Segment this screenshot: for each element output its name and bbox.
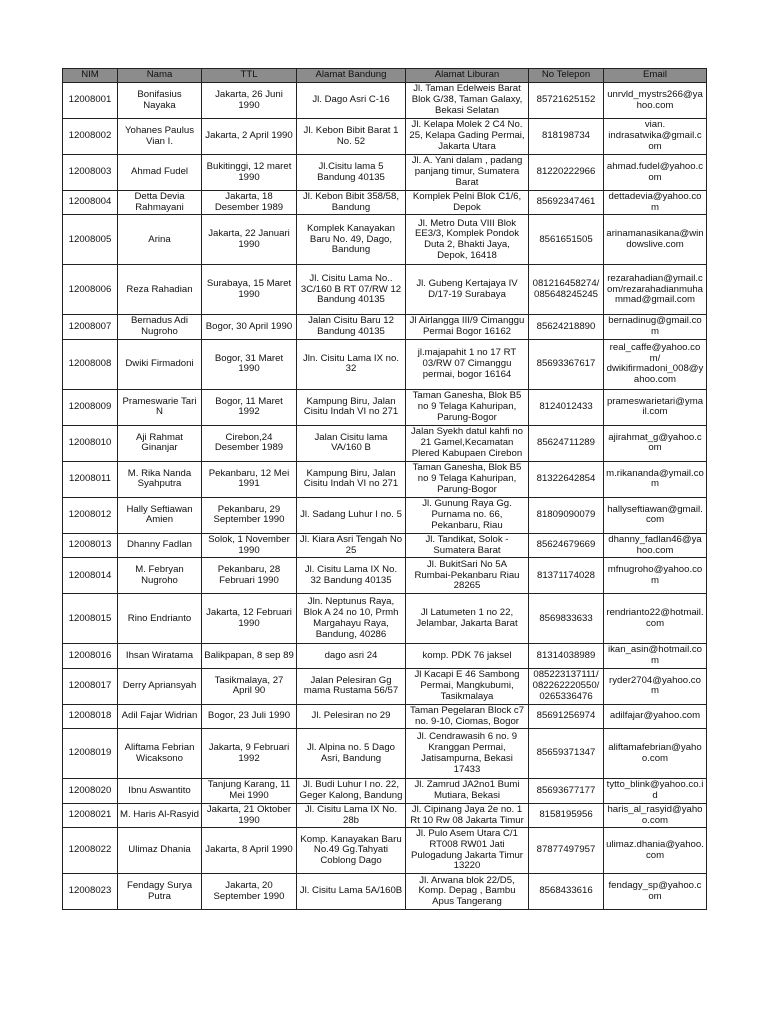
alamat-bandung-cell: Komplek Kanayakan Baru No. 49, Dago, Bandung — [297, 215, 406, 265]
nama-cell: Bonifasius Nayaka — [118, 83, 202, 119]
nama-cell: Aliftama Febrian Wicaksono — [118, 729, 202, 779]
no-telepon-cell: 81220222966 — [529, 155, 604, 191]
alamat-bandung-cell: Jl. Kebon Bibit Barat 1 No. 52 — [297, 119, 406, 155]
email-cell: m.rikananda@ymail.com — [604, 461, 707, 497]
student-table — [62, 68, 707, 910]
alamat-bandung-cell: Jl. Kebon Bibit 358/58, Bandung — [297, 191, 406, 215]
alamat-bandung-cell: Jl. Cisitu Lama No.. 3C/160 B RT 07/RW 12 Bandung 40135 — [297, 265, 406, 315]
alamat-bandung-cell: Jl. Cisitu Lama 5A/160B — [297, 874, 406, 910]
table-row — [63, 425, 707, 461]
email-cell: rezarahadian@ymail.com/rezarahadianmuhammad@gmail.com — [604, 265, 707, 315]
table-row — [63, 389, 707, 425]
nama-cell: M. Febryan Nugroho — [118, 558, 202, 594]
nim-cell: 12008003 — [63, 155, 118, 191]
ttl-cell: Pekanbaru, 29 September 1990 — [202, 497, 297, 533]
header-ttl: TTL — [202, 69, 297, 83]
alamat-liburan-cell: Jalan Syekh datul kahfi no 21 Gamel,Kecamatan Plered Kabupaen Cirebon — [406, 425, 529, 461]
alamat-liburan-cell: Jl. Kelapa Molek 2 C4 No. 25, Kelapa Gading Permai, Jakarta Utara — [406, 119, 529, 155]
no-telepon-cell: 85624711289 — [529, 425, 604, 461]
nama-cell: Yohanes Paulus Vian I. — [118, 119, 202, 155]
alamat-liburan-cell: Jl Kacapi E 46 Sambong Permai, Mangkubumi, Tasikmalaya — [406, 668, 529, 704]
alamat-bandung-cell: Jln. Neptunus Raya, Blok A 24 no 10, Prmh Margahayu Raya, Bandung, 40286 — [297, 594, 406, 644]
ttl-cell: Solok, 1 November 1990 — [202, 533, 297, 557]
nama-cell: Fendagy Surya Putra — [118, 874, 202, 910]
ttl-cell: Balikpapan, 8 sep 89 — [202, 644, 297, 668]
alamat-bandung-cell: Komp. Kanayakan Baru No.49 Gg.Tahyati Coblong Dago — [297, 828, 406, 874]
nama-cell: Reza Rahadian — [118, 265, 202, 315]
email-cell: unrvld_mystrs266@yahoo.com — [604, 83, 707, 119]
nama-cell: Arina — [118, 215, 202, 265]
nim-cell: 12008009 — [63, 389, 118, 425]
nama-cell: Dwiki Firmadoni — [118, 339, 202, 389]
email-cell: vian. indrasatwika@gmail.com — [604, 119, 707, 155]
nama-cell: Ulimaz Dhania — [118, 828, 202, 874]
nim-cell: 12008006 — [63, 265, 118, 315]
table-row — [63, 644, 707, 668]
ttl-cell: Bogor, 23 Juli 1990 — [202, 704, 297, 728]
alamat-liburan-cell: Jl Latumeten 1 no 22, Jelambar, Jakarta Barat — [406, 594, 529, 644]
header-row — [63, 69, 707, 83]
nim-cell: 12008007 — [63, 315, 118, 339]
table-row — [63, 339, 707, 389]
header-nama: Nama — [118, 69, 202, 83]
email-cell: real_caffe@yahoo.com/ dwikifirmadoni_008@yahoo.com — [604, 339, 707, 389]
alamat-liburan-cell: Jl. Arwana blok 22/D5, Komp. Depag , Bambu Apus Tangerang — [406, 874, 529, 910]
alamat-bandung-cell: Kampung Biru, Jalan Cisitu Indah VI no 271 — [297, 461, 406, 497]
alamat-liburan-cell: Jl. Cipinang Jaya 2e no. 1 Rt 10 Rw 08 Jakarta Timur — [406, 803, 529, 827]
email-cell: tytto_blink@yahoo.co.id — [604, 779, 707, 803]
nim-cell: 12008019 — [63, 729, 118, 779]
table-row — [63, 803, 707, 827]
nim-cell: 12008022 — [63, 828, 118, 874]
email-cell: prameswarietari@ymail.com — [604, 389, 707, 425]
alamat-bandung-cell: Jl.Cisitu lama 5 Bandung 40135 — [297, 155, 406, 191]
alamat-liburan-cell: Jl. Pulo Asem Utara C/1 RT008 RW01 Jati Pulogadung Jakarta Timur 13220 — [406, 828, 529, 874]
ttl-cell: Bogor, 30 April 1990 — [202, 315, 297, 339]
nim-cell: 12008013 — [63, 533, 118, 557]
table-body — [63, 83, 707, 910]
alamat-bandung-cell: Jl. Alpina no. 5 Dago Asri, Bandung — [297, 729, 406, 779]
alamat-liburan-cell: Jl Airlangga III/9 Cimanggu Permai Bogor 16162 — [406, 315, 529, 339]
table-row — [63, 729, 707, 779]
alamat-liburan-cell: Komplek Pelni Blok C1/6, Depok — [406, 191, 529, 215]
no-telepon-cell: 81322642854 — [529, 461, 604, 497]
nim-cell: 12008005 — [63, 215, 118, 265]
email-cell: dhanny_fadlan46@yahoo.com — [604, 533, 707, 557]
table-row — [63, 497, 707, 533]
table-row — [63, 779, 707, 803]
table-row — [63, 119, 707, 155]
alamat-bandung-cell: Jl. Pelesiran no 29 — [297, 704, 406, 728]
no-telepon-cell: 85721625152 — [529, 83, 604, 119]
nim-cell: 12008004 — [63, 191, 118, 215]
ttl-cell: Pekanbaru, 28 Februari 1990 — [202, 558, 297, 594]
ttl-cell: Tanjung Karang, 11 Mei 1990 — [202, 779, 297, 803]
no-telepon-cell: 8569833633 — [529, 594, 604, 644]
ttl-cell: Jakarta, 2 April 1990 — [202, 119, 297, 155]
alamat-liburan-cell: Jl. Gubeng Kertajaya IV D/17-19 Surabaya — [406, 265, 529, 315]
alamat-bandung-cell: Jalan Cisitu Baru 12 Bandung 40135 — [297, 315, 406, 339]
nim-cell: 12008012 — [63, 497, 118, 533]
ttl-cell: Jakarta, 18 Desember 1989 — [202, 191, 297, 215]
nim-cell: 12008010 — [63, 425, 118, 461]
alamat-liburan-cell: Taman Ganesha, Blok B5 no 9 Telaga Kahuripan, Parung-Bogor — [406, 389, 529, 425]
no-telepon-cell: 081216458274/085648245245 — [529, 265, 604, 315]
nama-cell: Bernadus Adi Nugroho — [118, 315, 202, 339]
no-telepon-cell: 8568433616 — [529, 874, 604, 910]
nama-cell: M. Rika Nanda Syahputra — [118, 461, 202, 497]
nama-cell: Derry Apriansyah — [118, 668, 202, 704]
alamat-bandung-cell: Jl. Kiara Asri Tengah No 25 — [297, 533, 406, 557]
no-telepon-cell: 87877497957 — [529, 828, 604, 874]
no-telepon-cell: 85624218890 — [529, 315, 604, 339]
alamat-bandung-cell: Kampung Biru, Jalan Cisitu Indah VI no 271 — [297, 389, 406, 425]
nama-cell: Dhanny Fadlan — [118, 533, 202, 557]
alamat-bandung-cell: Jalan Pelesiran Gg mama Rustama 56/57 — [297, 668, 406, 704]
ttl-cell: Jakarta, 22 Januari 1990 — [202, 215, 297, 265]
alamat-liburan-cell: Jl. Gunung Raya Gg. Purnama no. 66, Pekanbaru, Riau — [406, 497, 529, 533]
alamat-bandung-cell: Jl. Cisitu Lama IX No. 28b — [297, 803, 406, 827]
header-nim: NIM — [63, 69, 118, 83]
email-cell: aliftamafebrian@yahoo.com — [604, 729, 707, 779]
header-alamat-liburan: Alamat Liburan — [406, 69, 529, 83]
nim-cell: 12008016 — [63, 644, 118, 668]
table-row — [63, 594, 707, 644]
nim-cell: 12008017 — [63, 668, 118, 704]
student-table-container — [62, 68, 706, 910]
table-row — [63, 83, 707, 119]
ttl-cell: Jakarta, 21 Oktober 1990 — [202, 803, 297, 827]
email-cell: dettadevia@yahoo.com — [604, 191, 707, 215]
alamat-bandung-cell: dago asri 24 — [297, 644, 406, 668]
ttl-cell: Jakarta, 20 September 1990 — [202, 874, 297, 910]
alamat-liburan-cell: Jl. Cendrawasih 6 no. 9 Kranggan Permai, Jatisampurna, Bekasi 17433 — [406, 729, 529, 779]
table-row — [63, 558, 707, 594]
ttl-cell: Bogor, 11 Maret 1992 — [202, 389, 297, 425]
ttl-cell: Tasikmalaya, 27 April 90 — [202, 668, 297, 704]
nama-cell: Ihsan Wiratama — [118, 644, 202, 668]
table-row — [63, 668, 707, 704]
ttl-cell: Jakarta, 26 Juni 1990 — [202, 83, 297, 119]
alamat-liburan-cell: Jl. Metro Duta VIII Blok EE3/3, Komplek Pondok Duta 2, Bhakti Jaya, Depok, 16418 — [406, 215, 529, 265]
email-cell: rendrianto22@hotmail.com — [604, 594, 707, 644]
email-cell: ulimaz.dhania@yahoo.com — [604, 828, 707, 874]
email-cell: haris_al_rasyid@yahoo.com — [604, 803, 707, 827]
table-row — [63, 704, 707, 728]
table-row — [63, 191, 707, 215]
ttl-cell: Pekanbaru, 12 Mei 1991 — [202, 461, 297, 497]
nama-cell: Ibnu Aswantito — [118, 779, 202, 803]
alamat-liburan-cell: komp. PDK 76 jaksel — [406, 644, 529, 668]
nim-cell: 12008011 — [63, 461, 118, 497]
ttl-cell: Bogor, 31 Maret 1990 — [202, 339, 297, 389]
nim-cell: 12008021 — [63, 803, 118, 827]
email-cell: ahmad.fudel@yahoo.com — [604, 155, 707, 191]
no-telepon-cell: 85693367617 — [529, 339, 604, 389]
alamat-bandung-cell: Jl. Budi Luhur I no. 22, Geger Kalong, Bandung — [297, 779, 406, 803]
no-telepon-cell: 8124012433 — [529, 389, 604, 425]
nama-cell: Hally Seftiawan Amien — [118, 497, 202, 533]
alamat-liburan-cell: Jl. A. Yani dalam , padang panjang timur, Sumatera Barat — [406, 155, 529, 191]
table-row — [63, 265, 707, 315]
nim-cell: 12008008 — [63, 339, 118, 389]
ttl-cell: Jakarta, 9 Februari 1992 — [202, 729, 297, 779]
no-telepon-cell: 8158195956 — [529, 803, 604, 827]
nim-cell: 12008001 — [63, 83, 118, 119]
email-cell: fendagy_sp@yahoo.com — [604, 874, 707, 910]
nama-cell: Aji Rahmat Ginanjar — [118, 425, 202, 461]
table-row — [63, 155, 707, 191]
alamat-liburan-cell: Taman Ganesha, Blok B5 no 9 Telaga Kahuripan, Parung-Bogor — [406, 461, 529, 497]
no-telepon-cell: 8561651505 — [529, 215, 604, 265]
nama-cell: Prameswarie Tari N — [118, 389, 202, 425]
nama-cell: Ahmad Fudel — [118, 155, 202, 191]
nim-cell: 12008018 — [63, 704, 118, 728]
no-telepon-cell: 81371174028 — [529, 558, 604, 594]
no-telepon-cell: 85659371347 — [529, 729, 604, 779]
header-alamat-bandung: Alamat Bandung — [297, 69, 406, 83]
ttl-cell: Cirebon,24 Desember 1989 — [202, 425, 297, 461]
no-telepon-cell: 85624679669 — [529, 533, 604, 557]
alamat-liburan-cell: Jl. Tandikat, Solok - Sumatera Barat — [406, 533, 529, 557]
alamat-liburan-cell: Taman Pegelaran Block c7 no. 9-10, Ciomas, Bogor — [406, 704, 529, 728]
alamat-bandung-cell: Jl. Cisitu Lama IX No. 32 Bandung 40135 — [297, 558, 406, 594]
no-telepon-cell: 85693677177 — [529, 779, 604, 803]
table-row — [63, 461, 707, 497]
ttl-cell: Jakarta, 8 April 1990 — [202, 828, 297, 874]
header-email: Email — [604, 69, 707, 83]
alamat-bandung-cell: Jalan Cisitu lama VA/160 B — [297, 425, 406, 461]
alamat-liburan-cell: Jl. Zamrud JA2no1 Bumi Mutiara, Bekasi — [406, 779, 529, 803]
email-cell: bernadinug@gmail.com — [604, 315, 707, 339]
alamat-liburan-cell: Jl. Taman Edelweis Barat Blok G/38, Taman Galaxy, Bekasi Selatan — [406, 83, 529, 119]
ttl-cell: Jakarta, 12 Februari 1990 — [202, 594, 297, 644]
header-no-telepon: No Telepon — [529, 69, 604, 83]
email-cell: ikan_asin@hotmail.com — [604, 644, 707, 668]
email-cell: hallyseftiawan@gmail.com — [604, 497, 707, 533]
nim-cell: 12008020 — [63, 779, 118, 803]
nim-cell: 12008014 — [63, 558, 118, 594]
table-row — [63, 533, 707, 557]
table-row — [63, 315, 707, 339]
nama-cell: M. Haris Al-Rasyid — [118, 803, 202, 827]
nama-cell: Adil Fajar Widrian — [118, 704, 202, 728]
no-telepon-cell: 85692347461 — [529, 191, 604, 215]
email-cell: ajirahmat_g@yahoo.com — [604, 425, 707, 461]
alamat-liburan-cell: Jl. BukitSari No 5A Rumbai-Pekanbaru Riau 28265 — [406, 558, 529, 594]
alamat-bandung-cell: Jl. Dago Asri C-16 — [297, 83, 406, 119]
nama-cell: Detta Devia Rahmayani — [118, 191, 202, 215]
table-row — [63, 828, 707, 874]
nim-cell: 12008023 — [63, 874, 118, 910]
no-telepon-cell: 085223137111/082262220550/0265336476 — [529, 668, 604, 704]
ttl-cell: Surabaya, 15 Maret 1990 — [202, 265, 297, 315]
nim-cell: 12008002 — [63, 119, 118, 155]
no-telepon-cell: 81809090079 — [529, 497, 604, 533]
ttl-cell: Bukitinggi, 12 maret 1990 — [202, 155, 297, 191]
email-cell: arinamanasikana@windowslive.com — [604, 215, 707, 265]
no-telepon-cell: 81314038989 — [529, 644, 604, 668]
alamat-bandung-cell: Jln. Cisitu Lama IX no. 32 — [297, 339, 406, 389]
alamat-liburan-cell: jl.majapahit 1 no 17 RT 03/RW 07 Cimanggu permai, bogor 16164 — [406, 339, 529, 389]
alamat-bandung-cell: Jl. Sadang Luhur I no. 5 — [297, 497, 406, 533]
no-telepon-cell: 818198734 — [529, 119, 604, 155]
nim-cell: 12008015 — [63, 594, 118, 644]
email-cell: ryder2704@yahoo.com — [604, 668, 707, 704]
table-row — [63, 215, 707, 265]
table-row — [63, 874, 707, 910]
nama-cell: Rino Endrianto — [118, 594, 202, 644]
no-telepon-cell: 85691256974 — [529, 704, 604, 728]
email-cell: mfnugroho@yahoo.com — [604, 558, 707, 594]
email-cell: adilfajar@yahoo.com — [604, 704, 707, 728]
